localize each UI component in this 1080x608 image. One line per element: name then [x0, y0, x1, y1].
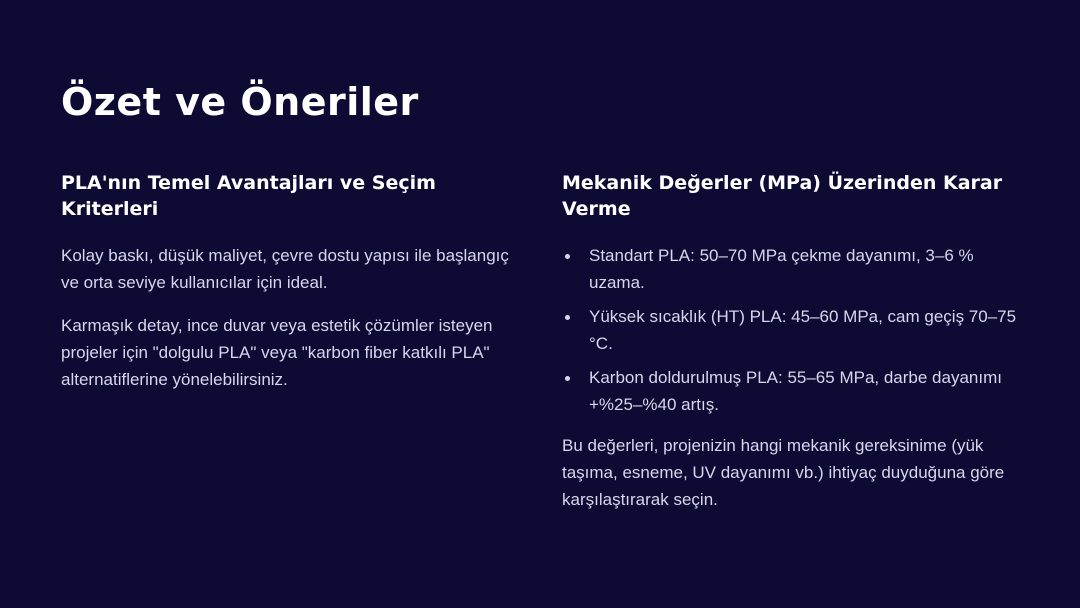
left-heading: PLA'nın Temel Avantajları ve Seçim Kriterleri [61, 172, 436, 220]
right-heading: Mekanik Değerler (MPa) Üzerinden Karar Verme [562, 172, 1003, 220]
bullet-icon [565, 254, 570, 259]
left-column [61, 170, 521, 409]
left-paragraph: Karmaşık detay, ince duvar veya estetik çözümler isteyen projeler için "dolgulu PLA" veya "karbon fiber katkılı PLA" alternatiflerine yönelebilirsiniz. [61, 316, 493, 389]
left-paragraph: Kolay baskı, düşük maliyet, çevre dostu yapısı ile başlangıç ve orta seviye kullanıcılar için ideal. [61, 246, 509, 292]
list-item [562, 364, 1022, 418]
bullet-icon [565, 376, 570, 381]
list-item-text: Standart PLA: 50–70 MPa çekme dayanımı, 3–6 % uzama. [589, 246, 974, 292]
right-column [562, 170, 1022, 529]
mechanical-values-list [562, 242, 1022, 418]
list-item-text: Yüksek sıcaklık (HT) PLA: 45–60 MPa, cam geçiş 70–75 °C. [589, 307, 1017, 353]
right-closing-paragraph: Bu değerleri, projenizin hangi mekanik gereksinime (yük taşıma, esneme, UV dayanımı vb.) ihtiyaç duyduğuna göre karşılaştırarak seçin. [562, 436, 1005, 509]
slide-title: Özet ve Öneriler [61, 80, 419, 124]
list-item [562, 242, 1022, 296]
bullet-icon [565, 315, 570, 320]
list-item [562, 303, 1022, 357]
list-item-text: Karbon doldurulmuş PLA: 55–65 MPa, darbe dayanımı +%25–%40 artış. [589, 368, 1002, 414]
